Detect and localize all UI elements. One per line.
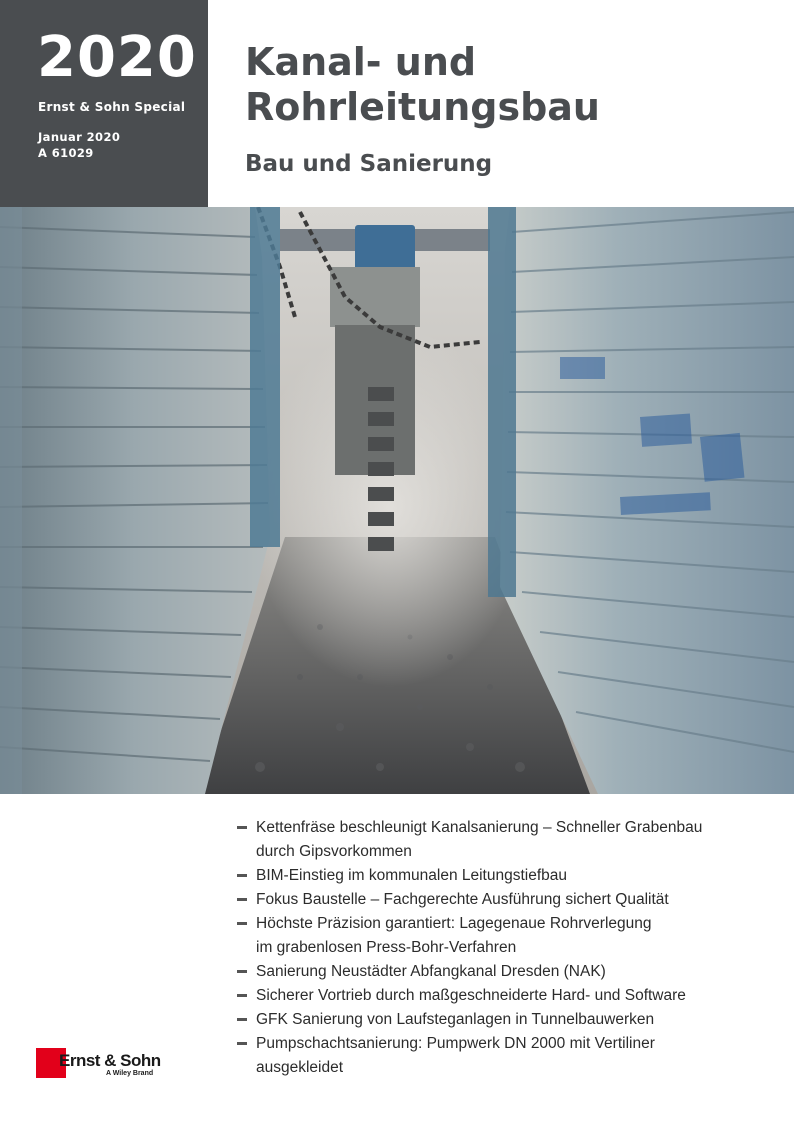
list-item [237, 912, 757, 960]
dash-bullet-icon [237, 1042, 247, 1045]
logo-brand: A Wiley Brand [106, 1070, 154, 1077]
list-item [237, 1032, 757, 1080]
dash-bullet-icon [237, 874, 247, 877]
dash-bullet-icon [237, 826, 247, 829]
issue-info-box [0, 0, 208, 207]
dash-bullet-icon [237, 922, 247, 925]
topic-line: Höchste Präzision garantiert: Lagegenaue Rohrverlegung [256, 915, 652, 932]
dash-bullet-icon [237, 970, 247, 973]
list-item [237, 1008, 757, 1032]
issue-code: A 61029 [38, 146, 94, 160]
trench-excavator-illustration [0, 207, 794, 794]
topic-line: Pumpschachtsanierung: Pumpwerk DN 2000 mit Vertiliner [256, 1035, 655, 1052]
topic-line: ausgekleidet [256, 1059, 344, 1076]
list-item [237, 984, 757, 1008]
dash-bullet-icon [237, 898, 247, 901]
topic-line: GFK Sanierung von Laufsteganlagen in Tunnelbauwerken [256, 1011, 655, 1028]
cover-title-line1: Kanal- und [245, 40, 477, 84]
topic-line: Fokus Baustelle – Fachgerechte Ausführung sichert Qualität [256, 891, 669, 908]
topic-line: BIM-Einstieg im kommunalen Leitungstiefbau [256, 867, 568, 884]
dash-bullet-icon [237, 1018, 247, 1021]
cover-photo [0, 207, 794, 794]
cover-title [245, 40, 600, 130]
topic-line: Sanierung Neustädter Abfangkanal Dresden (NAK) [256, 963, 606, 980]
dash-bullet-icon [237, 994, 247, 997]
topic-list [237, 816, 757, 1080]
list-item [237, 960, 757, 984]
logo-name: Ernst & Sohn [59, 1051, 161, 1070]
issue-date: Januar 2020 [38, 130, 121, 144]
topic-line: Kettenfräse beschleunigt Kanalsanierung – Schneller Grabenbau [256, 819, 703, 836]
publisher-logo [36, 1046, 176, 1080]
cover-subtitle: Bau und Sanierung [245, 151, 493, 177]
topic-line: im grabenlosen Press-Bohr-Verfahren [256, 939, 517, 956]
list-item [237, 888, 757, 912]
cover-title-line2: Rohrleitungsbau [245, 85, 600, 129]
topic-line: Sicherer Vortrieb durch maßgeschneiderte Hard- und Software [256, 987, 686, 1004]
topic-line: durch Gipsvorkommen [256, 843, 412, 860]
list-item [237, 816, 757, 864]
list-item [237, 864, 757, 888]
series-name: Ernst & Sohn Special [38, 100, 186, 114]
issue-year: 2020 [37, 25, 197, 90]
